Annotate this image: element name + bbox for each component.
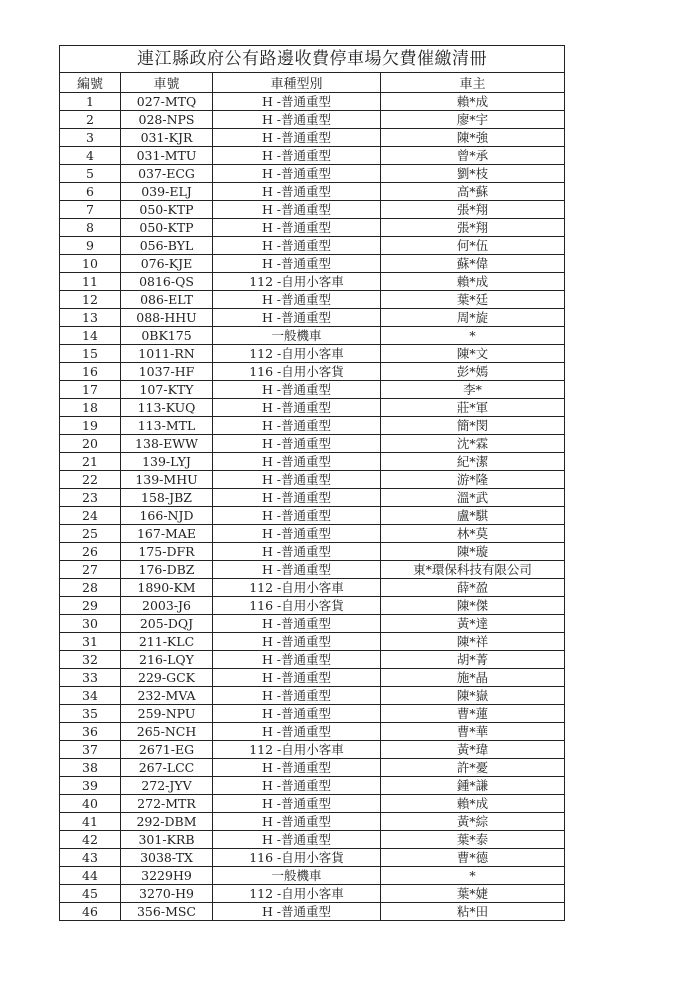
cell-owner: 賴*成 — [381, 273, 565, 291]
cell-vehicle-type: H -普通重型 — [213, 129, 381, 147]
cell-vehicle-type: H -普通重型 — [213, 705, 381, 723]
cell-vehicle-type: H -普通重型 — [213, 219, 381, 237]
cell-plate: 205-DQJ — [121, 615, 213, 633]
cell-owner: 張*翔 — [381, 219, 565, 237]
cell-number: 25 — [60, 525, 121, 543]
cell-vehicle-type: H -普通重型 — [213, 201, 381, 219]
cell-number: 31 — [60, 633, 121, 651]
table-row — [60, 453, 565, 471]
cell-number: 37 — [60, 741, 121, 759]
table-row — [60, 579, 565, 597]
cell-plate: 232-MVA — [121, 687, 213, 705]
cell-plate: 056-BYL — [121, 237, 213, 255]
header-number: 編號 — [60, 73, 121, 93]
cell-vehicle-type: H -普通重型 — [213, 507, 381, 525]
cell-vehicle-type: H -普通重型 — [213, 111, 381, 129]
cell-vehicle-type: H -普通重型 — [213, 489, 381, 507]
cell-plate: 166-NJD — [121, 507, 213, 525]
cell-vehicle-type: H -普通重型 — [213, 759, 381, 777]
table-row — [60, 687, 565, 705]
table-row — [60, 165, 565, 183]
cell-number: 3 — [60, 129, 121, 147]
cell-owner: * — [381, 867, 565, 885]
cell-owner: 李* — [381, 381, 565, 399]
cell-owner: 盧*騏 — [381, 507, 565, 525]
cell-vehicle-type: H -普通重型 — [213, 903, 381, 921]
table-row — [60, 93, 565, 111]
cell-vehicle-type: H -普通重型 — [213, 399, 381, 417]
cell-owner: 紀*潔 — [381, 453, 565, 471]
cell-number: 46 — [60, 903, 121, 921]
table-row — [60, 525, 565, 543]
cell-owner: 張*翔 — [381, 201, 565, 219]
cell-number: 1 — [60, 93, 121, 111]
cell-plate: 039-ELJ — [121, 183, 213, 201]
cell-owner: 陳*嶽 — [381, 687, 565, 705]
header-row — [60, 73, 565, 93]
cell-number: 7 — [60, 201, 121, 219]
cell-vehicle-type: H -普通重型 — [213, 723, 381, 741]
cell-vehicle-type: 一般機車 — [213, 867, 381, 885]
cell-owner: 葉*廷 — [381, 291, 565, 309]
cell-plate: 167-MAE — [121, 525, 213, 543]
cell-number: 14 — [60, 327, 121, 345]
cell-vehicle-type: H -普通重型 — [213, 615, 381, 633]
cell-vehicle-type: H -普通重型 — [213, 543, 381, 561]
arrears-table — [59, 45, 565, 921]
table-row — [60, 327, 565, 345]
cell-owner: 黃*綜 — [381, 813, 565, 831]
cell-owner: 東*環保科技有限公司 — [381, 561, 565, 579]
table-row — [60, 813, 565, 831]
table-row — [60, 273, 565, 291]
table-row — [60, 597, 565, 615]
table-row — [60, 345, 565, 363]
table-row — [60, 849, 565, 867]
cell-number: 4 — [60, 147, 121, 165]
table-row — [60, 903, 565, 921]
cell-vehicle-type: H -普通重型 — [213, 831, 381, 849]
cell-owner: * — [381, 327, 565, 345]
cell-vehicle-type: H -普通重型 — [213, 147, 381, 165]
cell-number: 8 — [60, 219, 121, 237]
document-title: 連江縣政府公有路邊收費停車場欠費催繳清冊 — [59, 45, 565, 72]
cell-number: 29 — [60, 597, 121, 615]
cell-vehicle-type: 112 -自用小客車 — [213, 273, 381, 291]
cell-plate: 3270-H9 — [121, 885, 213, 903]
table-row — [60, 705, 565, 723]
cell-plate: 1890-KM — [121, 579, 213, 597]
cell-number: 23 — [60, 489, 121, 507]
cell-plate: 3229H9 — [121, 867, 213, 885]
table-row — [60, 795, 565, 813]
cell-number: 28 — [60, 579, 121, 597]
cell-vehicle-type: 116 -自用小客貨 — [213, 363, 381, 381]
table-row — [60, 561, 565, 579]
cell-plate: 076-KJE — [121, 255, 213, 273]
cell-vehicle-type: 112 -自用小客車 — [213, 345, 381, 363]
cell-vehicle-type: H -普通重型 — [213, 471, 381, 489]
cell-number: 22 — [60, 471, 121, 489]
cell-number: 20 — [60, 435, 121, 453]
cell-owner: 陳*祥 — [381, 633, 565, 651]
cell-plate: 3038-TX — [121, 849, 213, 867]
cell-plate: 301-KRB — [121, 831, 213, 849]
cell-plate: 031-KJR — [121, 129, 213, 147]
cell-plate: 175-DFR — [121, 543, 213, 561]
cell-owner: 游*隆 — [381, 471, 565, 489]
table-row — [60, 777, 565, 795]
cell-number: 24 — [60, 507, 121, 525]
cell-plate: 292-DBM — [121, 813, 213, 831]
cell-owner: 廖*宇 — [381, 111, 565, 129]
cell-vehicle-type: 116 -自用小客貨 — [213, 597, 381, 615]
cell-number: 41 — [60, 813, 121, 831]
cell-vehicle-type: H -普通重型 — [213, 795, 381, 813]
cell-number: 21 — [60, 453, 121, 471]
cell-vehicle-type: 112 -自用小客車 — [213, 741, 381, 759]
cell-number: 45 — [60, 885, 121, 903]
cell-number: 15 — [60, 345, 121, 363]
table-row — [60, 183, 565, 201]
table-row — [60, 885, 565, 903]
cell-vehicle-type: H -普通重型 — [213, 453, 381, 471]
cell-plate: 272-MTR — [121, 795, 213, 813]
cell-vehicle-type: 一般機車 — [213, 327, 381, 345]
cell-number: 16 — [60, 363, 121, 381]
cell-owner: 曹*蓮 — [381, 705, 565, 723]
cell-owner: 陳*傑 — [381, 597, 565, 615]
cell-vehicle-type: H -普通重型 — [213, 633, 381, 651]
cell-number: 34 — [60, 687, 121, 705]
cell-owner: 粘*田 — [381, 903, 565, 921]
cell-number: 27 — [60, 561, 121, 579]
cell-plate: 216-LQY — [121, 651, 213, 669]
cell-owner: 黃*達 — [381, 615, 565, 633]
cell-owner: 賴*成 — [381, 93, 565, 111]
cell-owner: 周*旋 — [381, 309, 565, 327]
cell-vehicle-type: H -普通重型 — [213, 813, 381, 831]
cell-owner: 高*蘇 — [381, 183, 565, 201]
cell-plate: 139-MHU — [121, 471, 213, 489]
table-row — [60, 147, 565, 165]
cell-number: 42 — [60, 831, 121, 849]
cell-vehicle-type: 112 -自用小客車 — [213, 885, 381, 903]
cell-plate: 113-KUQ — [121, 399, 213, 417]
cell-plate: 028-NPS — [121, 111, 213, 129]
cell-vehicle-type: H -普通重型 — [213, 291, 381, 309]
table-row — [60, 867, 565, 885]
cell-owner: 沈*霖 — [381, 435, 565, 453]
cell-number: 11 — [60, 273, 121, 291]
cell-owner: 莊*軍 — [381, 399, 565, 417]
cell-vehicle-type: H -普通重型 — [213, 687, 381, 705]
cell-owner: 黃*瑋 — [381, 741, 565, 759]
cell-plate: 088-HHU — [121, 309, 213, 327]
cell-plate: 2003-J6 — [121, 597, 213, 615]
cell-plate: 2671-EG — [121, 741, 213, 759]
table-row — [60, 669, 565, 687]
table-row — [60, 723, 565, 741]
cell-number: 17 — [60, 381, 121, 399]
cell-vehicle-type: H -普通重型 — [213, 237, 381, 255]
cell-plate: 272-JYV — [121, 777, 213, 795]
cell-number: 36 — [60, 723, 121, 741]
cell-number: 2 — [60, 111, 121, 129]
table-row — [60, 435, 565, 453]
table-row — [60, 741, 565, 759]
cell-number: 12 — [60, 291, 121, 309]
cell-number: 43 — [60, 849, 121, 867]
table-row — [60, 615, 565, 633]
cell-number: 26 — [60, 543, 121, 561]
table-row — [60, 417, 565, 435]
cell-plate: 229-GCK — [121, 669, 213, 687]
cell-vehicle-type: H -普通重型 — [213, 777, 381, 795]
header-owner: 車主 — [381, 73, 565, 93]
cell-owner: 陳*強 — [381, 129, 565, 147]
cell-vehicle-type: H -普通重型 — [213, 417, 381, 435]
cell-vehicle-type: H -普通重型 — [213, 93, 381, 111]
cell-owner: 胡*菁 — [381, 651, 565, 669]
cell-number: 38 — [60, 759, 121, 777]
cell-plate: 139-LYJ — [121, 453, 213, 471]
cell-owner: 蘇*偉 — [381, 255, 565, 273]
cell-vehicle-type: H -普通重型 — [213, 651, 381, 669]
cell-plate: 027-MTQ — [121, 93, 213, 111]
header-plate: 車號 — [121, 73, 213, 93]
cell-vehicle-type: H -普通重型 — [213, 669, 381, 687]
cell-owner: 曹*華 — [381, 723, 565, 741]
cell-number: 5 — [60, 165, 121, 183]
cell-number: 19 — [60, 417, 121, 435]
cell-owner: 許*憂 — [381, 759, 565, 777]
cell-number: 44 — [60, 867, 121, 885]
table-row — [60, 129, 565, 147]
cell-vehicle-type: H -普通重型 — [213, 183, 381, 201]
header-vehicle-type: 車種型別 — [213, 73, 381, 93]
cell-vehicle-type: H -普通重型 — [213, 525, 381, 543]
table-row — [60, 363, 565, 381]
table-row — [60, 759, 565, 777]
table-row — [60, 471, 565, 489]
cell-owner: 劉*枝 — [381, 165, 565, 183]
cell-plate: 050-KTP — [121, 219, 213, 237]
table-row — [60, 651, 565, 669]
cell-plate: 267-LCC — [121, 759, 213, 777]
cell-plate: 113-MTL — [121, 417, 213, 435]
cell-owner: 曾*承 — [381, 147, 565, 165]
table-row — [60, 381, 565, 399]
cell-number: 18 — [60, 399, 121, 417]
cell-number: 6 — [60, 183, 121, 201]
cell-plate: 176-DBZ — [121, 561, 213, 579]
cell-plate: 0816-QS — [121, 273, 213, 291]
cell-plate: 356-MSC — [121, 903, 213, 921]
cell-number: 32 — [60, 651, 121, 669]
cell-owner: 林*莫 — [381, 525, 565, 543]
cell-number: 40 — [60, 795, 121, 813]
cell-vehicle-type: H -普通重型 — [213, 561, 381, 579]
cell-owner: 葉*婕 — [381, 885, 565, 903]
table-body — [60, 93, 565, 921]
cell-plate: 211-KLC — [121, 633, 213, 651]
cell-owner: 彭*嫣 — [381, 363, 565, 381]
cell-number: 35 — [60, 705, 121, 723]
cell-number: 9 — [60, 237, 121, 255]
table-row — [60, 219, 565, 237]
cell-number: 33 — [60, 669, 121, 687]
cell-plate: 0BK175 — [121, 327, 213, 345]
table-row — [60, 291, 565, 309]
table-row — [60, 237, 565, 255]
cell-owner: 溫*武 — [381, 489, 565, 507]
table-row — [60, 489, 565, 507]
cell-owner: 簡*閔 — [381, 417, 565, 435]
cell-owner: 陳*璇 — [381, 543, 565, 561]
cell-plate: 031-MTU — [121, 147, 213, 165]
table-row — [60, 111, 565, 129]
cell-vehicle-type: 112 -自用小客車 — [213, 579, 381, 597]
cell-plate: 037-ECG — [121, 165, 213, 183]
cell-vehicle-type: H -普通重型 — [213, 435, 381, 453]
cell-number: 10 — [60, 255, 121, 273]
table-row — [60, 255, 565, 273]
cell-owner: 何*伍 — [381, 237, 565, 255]
cell-plate: 086-ELT — [121, 291, 213, 309]
cell-plate: 050-KTP — [121, 201, 213, 219]
cell-vehicle-type: H -普通重型 — [213, 255, 381, 273]
table-row — [60, 633, 565, 651]
cell-vehicle-type: H -普通重型 — [213, 165, 381, 183]
cell-vehicle-type: H -普通重型 — [213, 309, 381, 327]
cell-owner: 鍾*謙 — [381, 777, 565, 795]
table-row — [60, 201, 565, 219]
table-row — [60, 309, 565, 327]
cell-plate: 1011-RN — [121, 345, 213, 363]
cell-owner: 賴*成 — [381, 795, 565, 813]
cell-plate: 1037-HF — [121, 363, 213, 381]
cell-plate: 138-EWW — [121, 435, 213, 453]
cell-number: 39 — [60, 777, 121, 795]
cell-vehicle-type: 116 -自用小客貨 — [213, 849, 381, 867]
cell-owner: 陳*文 — [381, 345, 565, 363]
table-row — [60, 399, 565, 417]
cell-owner: 葉*泰 — [381, 831, 565, 849]
cell-plate: 259-NPU — [121, 705, 213, 723]
cell-owner: 曹*德 — [381, 849, 565, 867]
cell-plate: 265-NCH — [121, 723, 213, 741]
cell-vehicle-type: H -普通重型 — [213, 381, 381, 399]
cell-number: 13 — [60, 309, 121, 327]
table-row — [60, 831, 565, 849]
cell-number: 30 — [60, 615, 121, 633]
cell-plate: 158-JBZ — [121, 489, 213, 507]
cell-owner: 施*晶 — [381, 669, 565, 687]
table-row — [60, 507, 565, 525]
cell-owner: 薛*盈 — [381, 579, 565, 597]
table-row — [60, 543, 565, 561]
cell-plate: 107-KTY — [121, 381, 213, 399]
